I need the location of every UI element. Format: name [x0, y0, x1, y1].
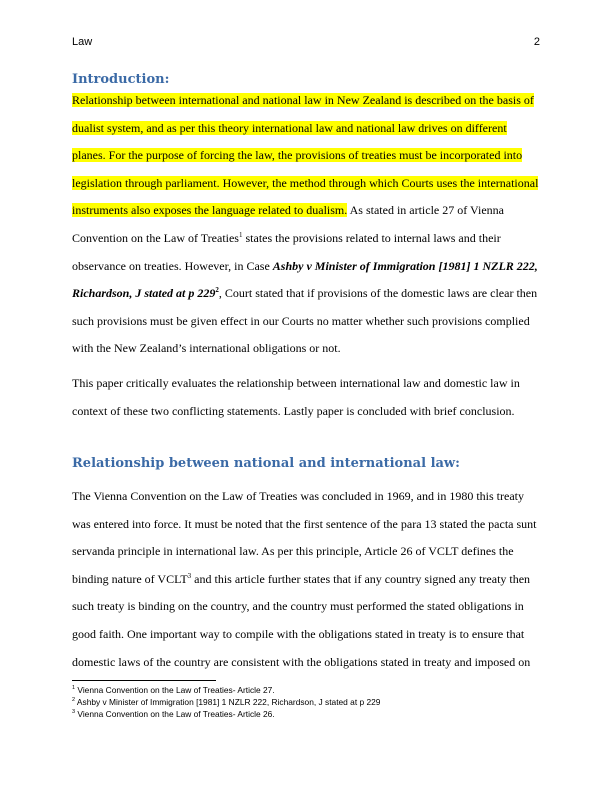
case-citation: Ashby v Minister of Immigration [1981] 1 NZLR 222, Richardson, J stated at p 229 [72, 258, 538, 301]
footnotes [72, 684, 540, 720]
scope-paragraph: This paper critically evaluates the relationship between international law and domestic law in context of these two conflicting statements. Lastly paper is concluded with brief conclusion. [72, 376, 520, 418]
footnote-ref-1[interactable]: 1 [238, 230, 243, 239]
introduction-heading: Introduction: [72, 72, 170, 87]
page-number: 2 [533, 36, 540, 48]
footnote-2: $^2$ Ashby v Minister of Immigration [1981] 1 NZLR 222, Richardson, J stated at p 229 [72, 697, 381, 707]
relationship-paragraph: The Vienna Convention on the Law of Treaties was concluded in 1969, and in 1980 this treaty was entered into force. It must be noted that the first sentence of the para 13 stated the pacta sunt servanda principle in international law. As per this principle, Article 26 of VCLT defines the binding nature of VCLT$^3$ and this article further states that if any country signed any treaty then such treaty is binding on the country, and the country must performed the stated obligations in good faith. One important way to compile with the obligations stated in treaty is to ensure that domestic laws of the country are consistent with the obligations stated in treaty and imposed on [72, 489, 537, 669]
footnote-separator [72, 680, 216, 681]
footnote-1: $^1$ Vienna Convention on the Law of Treaties- Article 27. [72, 685, 275, 695]
running-header: Law [72, 36, 93, 48]
footnote-3: $^3$ Vienna Convention on the Law of Treaties- Article 26. [72, 709, 275, 719]
footnote-ref-3[interactable]: 3 [187, 571, 192, 580]
intro-paragraph: Relationship between international and national law in New Zealand is described on the basis of dualist system, and as per this theory international law and national law drives on different planes. For the purpose of forcing the law, the provisions of treaties must be incorporated into legislation through parliament. However, the method through which Courts uses the international instruments also exposes the language related to dualism. As stated in article 27 of Vienna Convention on the Law of Treaties$^1$ states the provisions related to internal laws and their observance on treaties. However, in Case Ashby v Minister of Immigration [1981] 1 NZLR 222, Richardson, J stated at p $229^2$, Court stated that if provisions of the domestic laws are clear then such provisions must be given effect in our Courts no matter whether such provisions complied with the New Zealand’s international obligations or not. [72, 93, 539, 356]
footnote-ref-2[interactable]: 2 [215, 286, 219, 295]
relationship-heading: Relationship between national and international law: [72, 456, 460, 471]
highlighted-text: Relationship between international and national law in New Zealand is described on the basis of dualist system, and as per this theory international law and national law drives on different planes. For the purpose of forcing the law, the provisions of treaties must be incorporated into legislation through parliament. However, the method through which Courts uses the international instruments also exposes the language related to dualism. [72, 93, 539, 218]
